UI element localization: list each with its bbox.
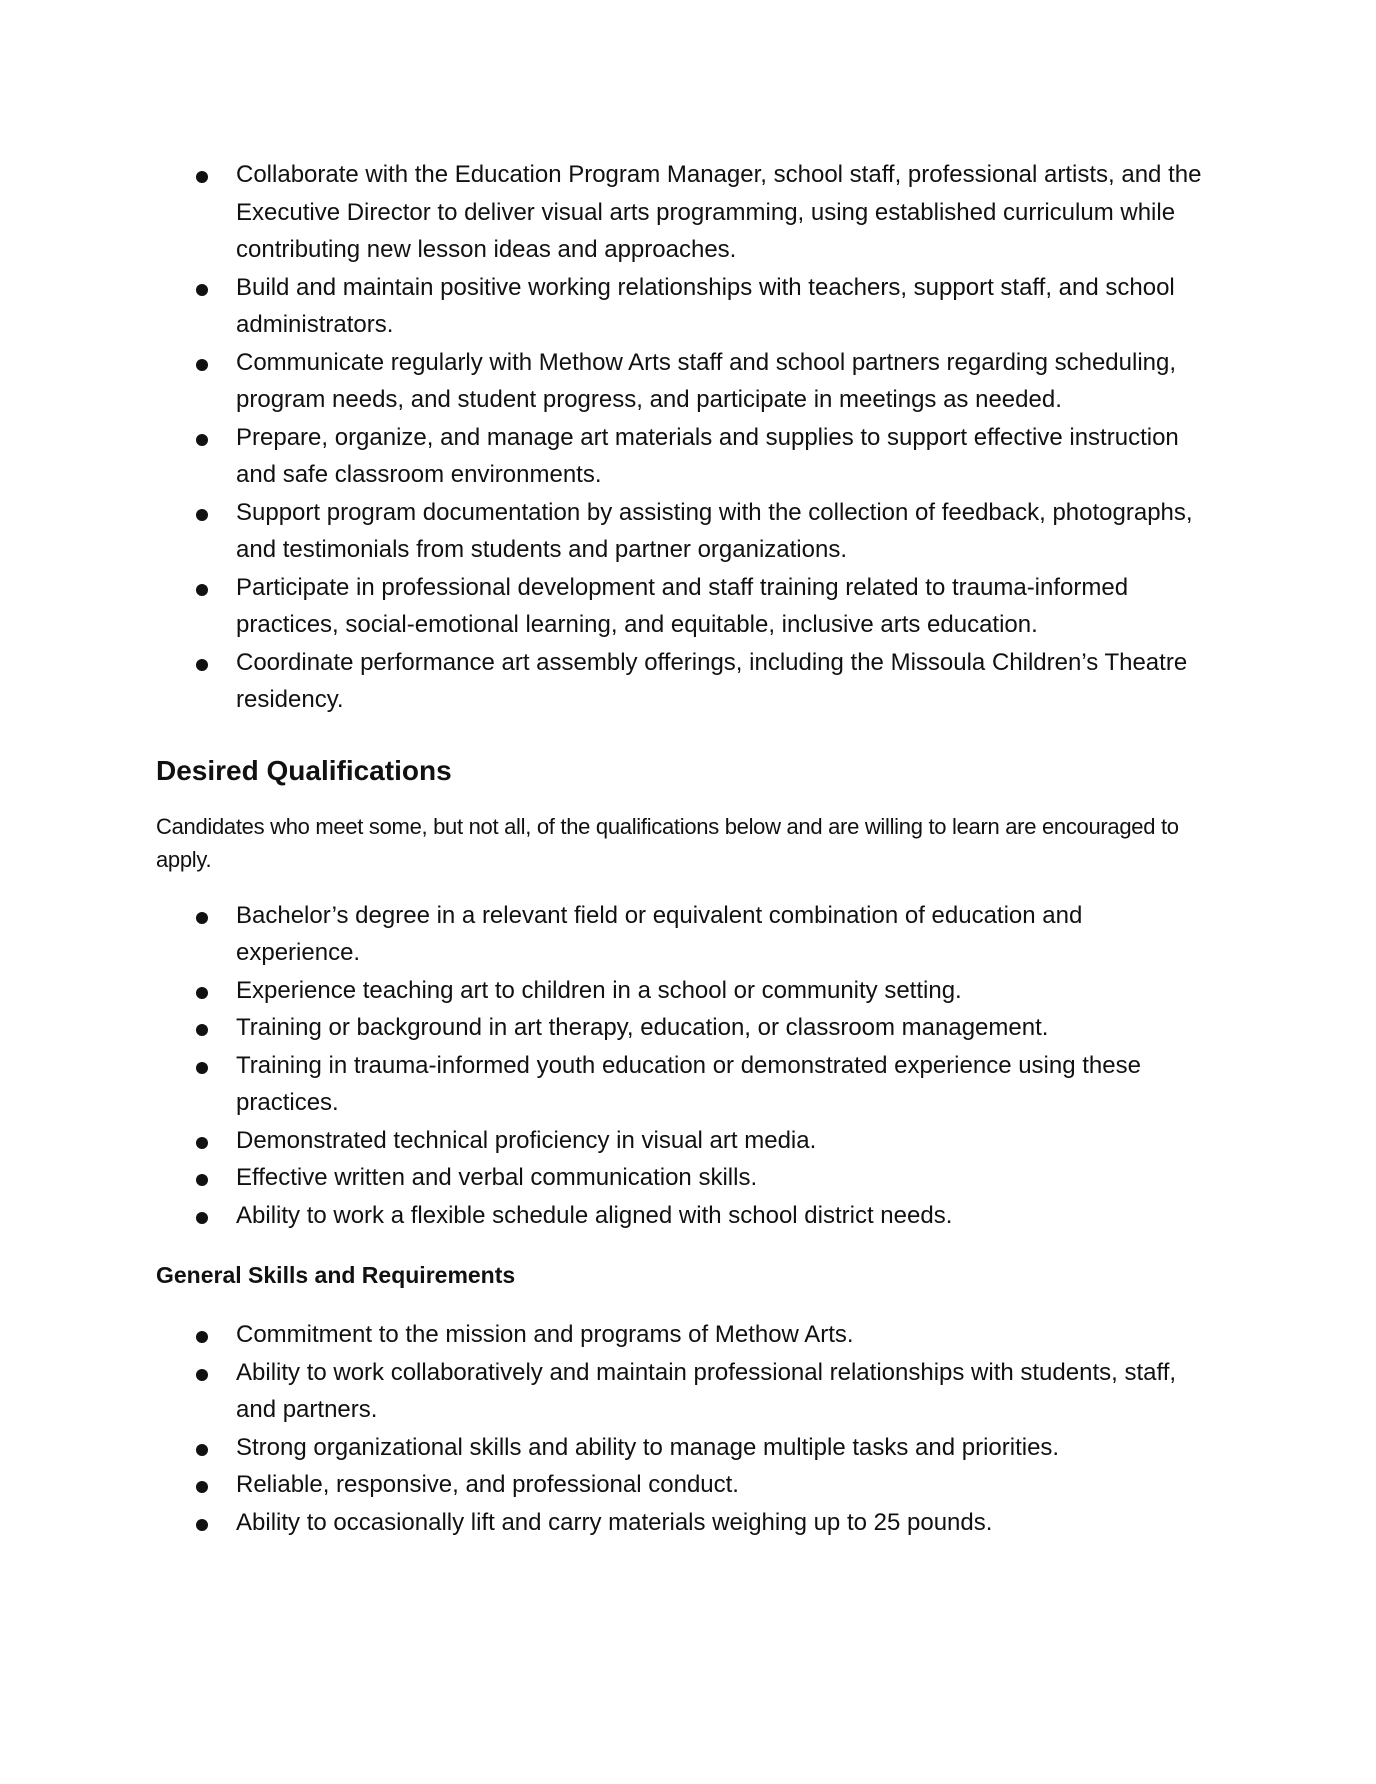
bullet-icon [196,284,208,296]
list-item-text: Reliable, responsive, and professional conduct. [236,1471,739,1498]
bullet-icon [196,1331,208,1343]
bullet-icon [196,434,208,446]
bullet-icon [196,1062,208,1074]
list-item-text: Experience teaching art to children in a school or community setting. [236,976,962,1004]
list-item [156,1159,1206,1197]
list-item [156,344,1206,419]
list-item-text: Coordinate performance art assembly offerings, including the Missoula Children’s Theatre residency. [236,648,1188,713]
bullet-icon [196,584,208,596]
list-item [156,972,1206,1010]
bullet-icon [196,1024,208,1036]
list-item [156,1429,1206,1467]
list-item [156,419,1206,494]
bullet-icon [196,1137,208,1149]
list-item-text: Collaborate with the Education Program Manager, school staff, professional artists, and the Executive Director to deliver visual arts programming, using established curriculum while contributing new lesson ideas and approaches. [236,161,1202,263]
list-item [156,1466,1206,1504]
list-item [156,569,1206,644]
list-item-text: Training or background in art therapy, education, or classroom management. [236,1014,1049,1041]
general-skills-list [156,1316,1206,1541]
bullet-icon [196,1369,208,1381]
list-item [156,1047,1206,1122]
list-item [156,1354,1206,1429]
list-item-text: Commitment to the mission and programs of Methow Arts. [236,1321,854,1348]
desired-qualifications-heading: Desired Qualifications [156,754,452,786]
bullet-icon [196,659,208,671]
list-item-text: Build and maintain positive working relationships with teachers, support staff, and school administrators. [236,273,1175,338]
list-item [156,156,1206,269]
list-item-text: Strong organizational skills and ability to manage multiple tasks and priorities. [236,1433,1060,1461]
list-item-text: Prepare, organize, and manage art materials and supplies to support effective instruction and safe classroom environments. [236,423,1179,488]
list-item-text: Training in trauma-informed youth education or demonstrated experience using these practices. [236,1051,1141,1116]
general-skills-heading: General Skills and Requirements [156,1262,516,1288]
bullet-icon [196,1212,208,1224]
list-item [156,897,1206,972]
desired-qualifications-list [156,897,1206,1235]
list-item-text: Bachelor’s degree in a relevant field or equivalent combination of education and experience. [236,901,1083,966]
list-item [156,1009,1206,1047]
list-item [156,1122,1206,1160]
list-item [156,1197,1206,1235]
list-item-text: Ability to work collaboratively and maintain professional relationships with students, staff, and partners. [236,1358,1177,1423]
bullet-icon [196,1519,208,1531]
list-item-text: Communicate regularly with Methow Arts staff and school partners regarding scheduling, program needs, and student progress, and participate in meetings as needed. [236,348,1177,413]
bullet-icon [196,912,208,924]
list-item-text: Participate in professional development and staff training related to trauma-informed practices, social-emotional learning, and equitable, inclusive arts education. [236,573,1129,638]
list-item [156,1316,1206,1354]
desired-qualifications-intro: Candidates who meet some, but not all, of the qualifications below and are willing to learn are encouraged to apply. [156,813,1179,872]
list-item-text: Demonstrated technical proficiency in visual art media. [236,1126,817,1154]
list-item [156,644,1206,719]
bullet-icon [196,359,208,371]
responsibilities-list [156,156,1206,719]
list-item [156,494,1206,569]
list-item [156,269,1206,344]
bullet-icon [196,509,208,521]
list-item-text: Effective written and verbal communication skills. [236,1164,758,1191]
bullet-icon [196,987,208,999]
list-item [156,1504,1206,1542]
bullet-icon [196,1481,208,1493]
bullet-icon [196,1444,208,1456]
list-item-text: Ability to occasionally lift and carry materials weighing up to 25 pounds. [236,1508,993,1536]
list-item-text: Ability to work a flexible schedule aligned with school district needs. [236,1201,953,1229]
bullet-icon [196,1174,208,1186]
page-content [156,156,1206,1541]
list-item-text: Support program documentation by assisting with the collection of feedback, photographs, and testimonials from students and partner organizations. [236,498,1193,563]
bullet-icon [196,171,208,183]
